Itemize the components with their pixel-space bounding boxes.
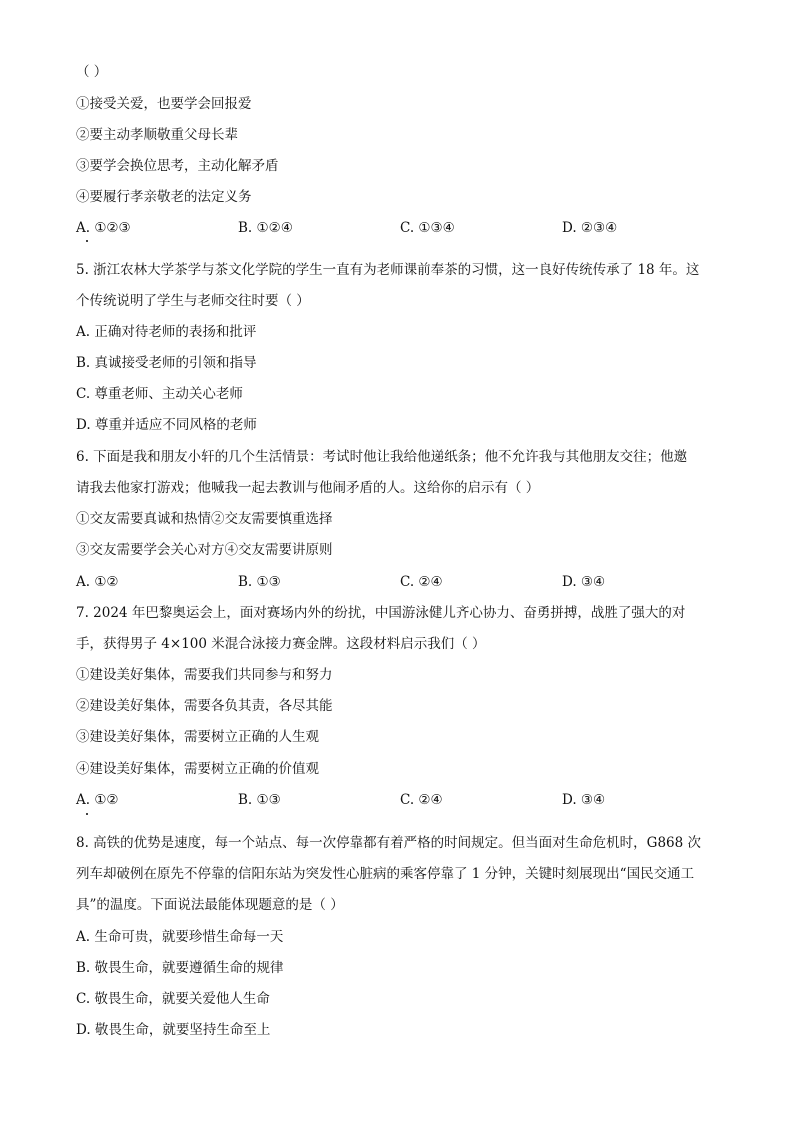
q8-option-b[interactable]: B. 敬畏生命，就要遵循生命的规律 bbox=[76, 960, 284, 976]
stray-dot bbox=[86, 240, 88, 242]
q4-item-3: ③要学会换位思考，主动化解矛盾 bbox=[76, 158, 279, 174]
q4-option-d[interactable]: D. ②③④ bbox=[562, 220, 618, 236]
q4-item-4: ④要履行孝亲敬老的法定义务 bbox=[76, 189, 252, 205]
q7-item-3: ③建设美好集体，需要树立正确的人生观 bbox=[76, 729, 319, 745]
q8-stem-line-2: 列车却破例在原先不停靠的信阳东站为突发性心脏病的乘客停靠了 1 分钟，关键时刻展现出“国民交通工 bbox=[76, 866, 695, 882]
q5-option-d[interactable]: D. 尊重并适应不同风格的老师 bbox=[76, 417, 257, 433]
q6-option-c[interactable]: C. ②④ bbox=[400, 574, 443, 590]
q7-item-2: ②建设美好集体，需要各负其责，各尽其能 bbox=[76, 698, 333, 714]
q8-stem-line-1: 8. 高铁的优势是速度，每一个站点、每一次停靠都有着严格的时间规定。但当面对生命危机时，G868 次 bbox=[76, 835, 702, 851]
q6-stem-line-2: 请我去他家打游戏；他喊我一起去教训与他闹矛盾的人。这给你的启示有（ ） bbox=[76, 480, 540, 496]
q8-stem-line-3: 具”的温度。下面说法最能体现题意的是（ ） bbox=[76, 897, 344, 913]
q4-option-a[interactable]: A. ①②③ bbox=[76, 220, 131, 236]
q6-option-b[interactable]: B. ①③ bbox=[238, 574, 281, 590]
q6-option-a[interactable]: A. ①② bbox=[76, 574, 119, 590]
q4-option-b[interactable]: B. ①②④ bbox=[238, 220, 293, 236]
q7-option-a[interactable]: A. ①② bbox=[76, 792, 119, 808]
q5-stem-line-2: 个传统说明了学生与老师交往时要（ ） bbox=[76, 293, 310, 309]
q6-items-line-1: ①交友需要真诚和热情②交友需要慎重选择 bbox=[76, 511, 333, 527]
q8-option-a[interactable]: A. 生命可贵，就要珍惜生命每一天 bbox=[76, 929, 284, 945]
stray-dot bbox=[86, 813, 88, 815]
q5-option-b[interactable]: B. 真诚接受老师的引领和指导 bbox=[76, 355, 257, 371]
q7-item-1: ①建设美好集体，需要我们共同参与和努力 bbox=[76, 667, 333, 683]
q7-option-c[interactable]: C. ②④ bbox=[400, 792, 443, 808]
q4-item-1: ①接受关爱，也要学会回报爱 bbox=[76, 96, 252, 112]
q7-option-b[interactable]: B. ①③ bbox=[238, 792, 281, 808]
q4-item-2: ②要主动孝顺敬重父母长辈 bbox=[76, 127, 238, 143]
q5-stem-line-1: 5. 浙江农林大学茶学与茶文化学院的学生一直有为老师课前奉茶的习惯，这一良好传统传承了 18 年。这 bbox=[76, 262, 700, 278]
q5-option-a[interactable]: A. 正确对待老师的表扬和批评 bbox=[76, 324, 257, 340]
q6-option-d[interactable]: D. ③④ bbox=[562, 574, 606, 590]
q7-option-d[interactable]: D. ③④ bbox=[562, 792, 606, 808]
q7-item-4: ④建设美好集体，需要树立正确的价值观 bbox=[76, 761, 319, 777]
q8-option-c[interactable]: C. 敬畏生命，就要关爱他人生命 bbox=[76, 991, 270, 1007]
q4-option-c[interactable]: C. ①③④ bbox=[400, 220, 455, 236]
q5-option-c[interactable]: C. 尊重老师、主动关心老师 bbox=[76, 386, 243, 402]
q8-option-d[interactable]: D. 敬畏生命，就要坚持生命至上 bbox=[76, 1022, 271, 1038]
q7-stem-line-2: 手，获得男子 4×100 米混合泳接力赛金牌。这段材料启示我们（ ） bbox=[76, 636, 486, 652]
q7-stem-line-1: 7. 2024 年巴黎奥运会上，面对赛场内外的纷扰，中国游泳健儿齐心协力、奋勇拼搏，战胜了强大的对 bbox=[76, 605, 686, 621]
q6-stem-line-1: 6. 下面是我和朋友小轩的几个生活情景：考试时他让我给他递纸条；他不允许我与其他朋友交往；他邀 bbox=[76, 449, 688, 465]
q4-stem-tail: （ ） bbox=[76, 64, 108, 80]
q6-items-line-2: ③交友需要学会关心对方④交友需要讲原则 bbox=[76, 542, 333, 558]
